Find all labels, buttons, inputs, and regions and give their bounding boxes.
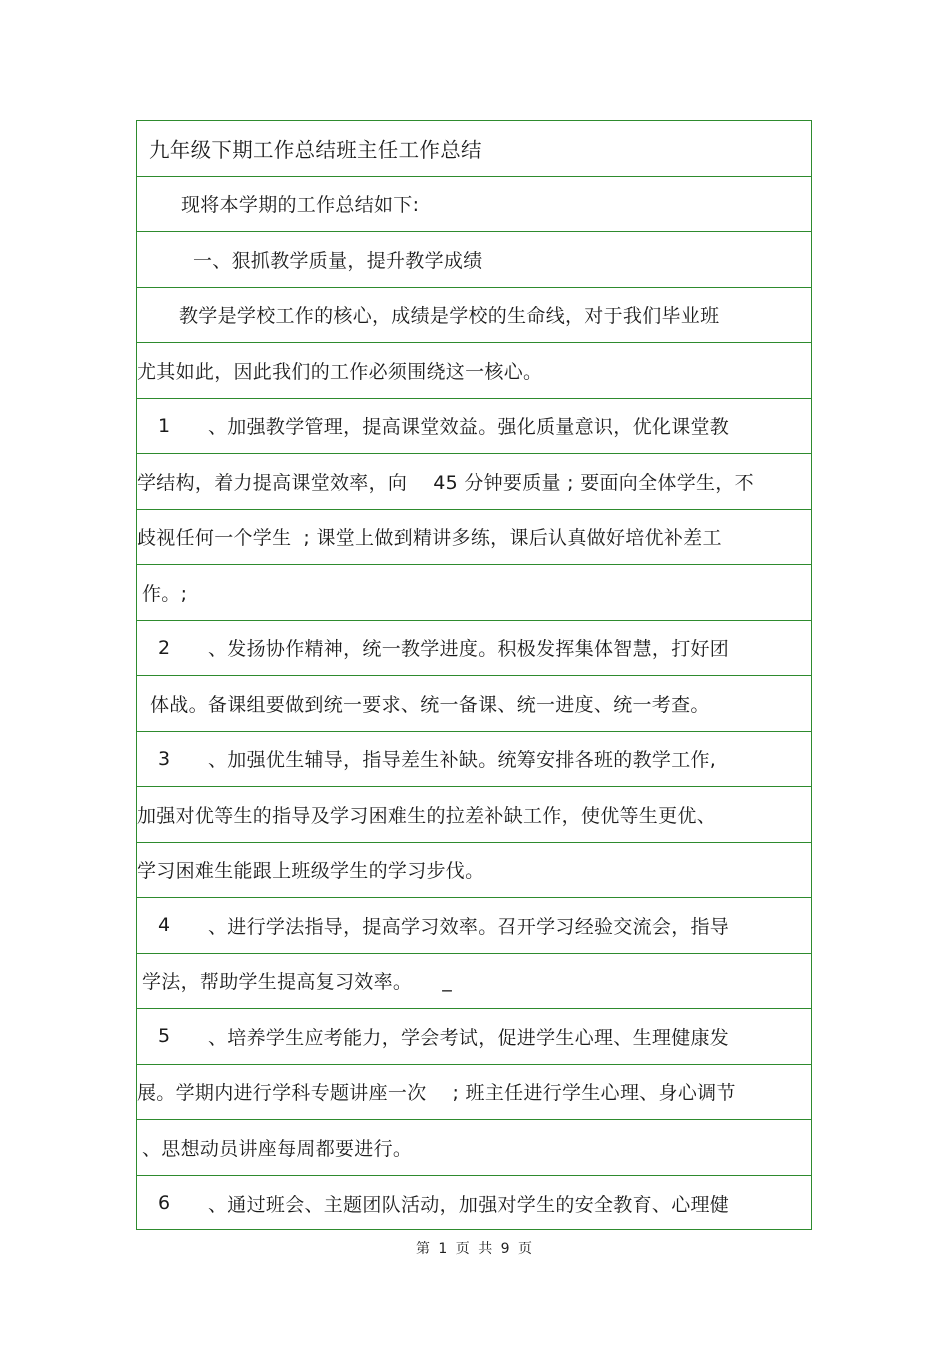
text-line	[137, 454, 811, 510]
line-text: 、思想动员讲座每周都要进行。	[142, 1137, 413, 1160]
section-heading	[137, 232, 811, 288]
text-line	[137, 1120, 811, 1176]
line-text: 、培养学生应考能力，学会考试，促进学生心理、生理健康发	[208, 1026, 730, 1049]
numbered-item	[137, 1009, 811, 1065]
line-text: 展。学期内进行学科专题讲座一次	[137, 1082, 427, 1105]
line-text: 体战。备课组要做到统一要求、统一备课、统一进度、统一考查。	[150, 693, 710, 716]
numbered-item	[137, 898, 811, 954]
line-text: 学结构，着力提高课堂效率，向	[137, 471, 408, 494]
lined-text-grid	[136, 120, 812, 1230]
line-text: 、加强教学管理，提高课堂效益。强化质量意识，优化课堂教	[208, 416, 730, 439]
item-number: 1	[158, 414, 171, 437]
text-line	[137, 1065, 811, 1121]
text-line	[137, 288, 811, 344]
numbered-item	[137, 399, 811, 455]
line-text: ; 课堂上做到精讲多练，课后认真做好培优补差工	[303, 527, 722, 550]
numbered-item	[137, 1176, 811, 1232]
line-text: 、通过班会、主题团队活动，加强对学生的安全教育、心理健	[208, 1193, 730, 1216]
line-text: 现将本学期的工作总结如下:	[181, 194, 420, 217]
text-line	[137, 787, 811, 843]
text-line	[137, 510, 811, 566]
text-line	[137, 676, 811, 732]
line-text: 45 分钟要质量 ; 要面向全体学生，不	[433, 471, 754, 494]
numbered-item	[137, 732, 811, 788]
document-title	[137, 121, 811, 177]
text-line	[137, 565, 811, 621]
text-line	[137, 177, 811, 233]
line-text: 一、狠抓教学质量，提升教学成绩	[193, 249, 483, 272]
item-number: 6	[158, 1192, 171, 1215]
line-text: 、进行学法指导，提高学习效率。召开学习经验交流会，指导	[208, 915, 730, 938]
line-text: 教学是学校工作的核心，成绩是学校的生命线，对于我们毕业班	[179, 305, 720, 328]
line-text: 学习困难生能跟上班级学生的学习步伐。	[137, 860, 485, 883]
numbered-item	[137, 621, 811, 677]
line-text: _	[442, 969, 453, 992]
line-text: 、发扬协作精神，统一教学进度。积极发挥集体智慧，打好团	[208, 638, 730, 661]
item-number: 4	[158, 914, 171, 937]
text-line	[137, 343, 811, 399]
line-text: ; 班主任进行学生心理、身心调节	[452, 1082, 736, 1105]
item-number: 2	[158, 636, 171, 659]
item-number: 5	[158, 1025, 171, 1048]
line-text: 尤其如此，因此我们的工作必须围绕这一核心。	[137, 360, 543, 383]
line-text: 歧视任何一个学生	[137, 527, 292, 550]
title-text: 九年级下期工作总结班主任工作总结	[149, 138, 482, 163]
item-number: 3	[158, 747, 171, 770]
line-text: 作。;	[142, 582, 188, 605]
line-text: 学法，帮助学生提高复习效率。	[142, 971, 413, 994]
text-line	[137, 843, 811, 899]
text-line	[137, 954, 811, 1010]
line-text: 、加强优生辅导，指导差生补缺。统筹安排各班的教学工作,	[208, 749, 717, 772]
page-footer: 第 1 页 共 9 页	[415, 1241, 535, 1257]
line-text: 加强对优等生的指导及学习困难生的拉差补缺工作，使优等生更优、	[137, 804, 717, 827]
